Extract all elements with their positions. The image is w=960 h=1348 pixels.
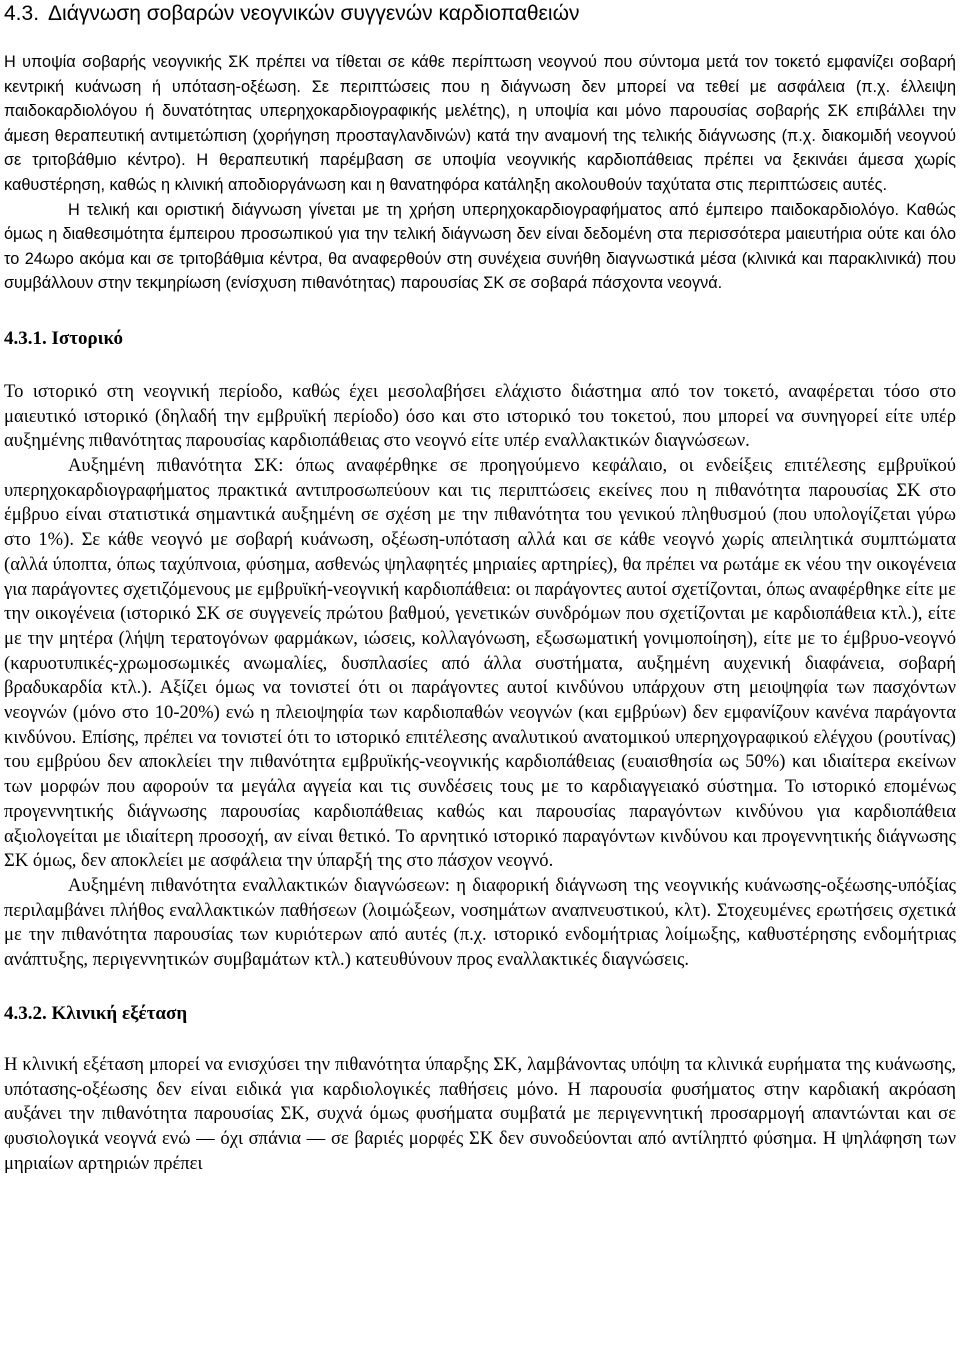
intro-section — [4, 50, 956, 296]
exam-section — [4, 1053, 956, 1177]
intro-paragraph: Η τελική και οριστική διάγνωση γίνεται με τη χρήση υπερηχοκαρδιογραφήματος από έμπειρο παιδοκαρδιολόγο. Καθώς όμως η διαθεσιμότητα έμπειρου προσωπικού για την τελική διάγνωση δεν είναι δεδομένη στα περισσότερα μαιευτήρια ούτε και όλο το 24ωρο ακόμα και σε τριτοβάθμια κέντρα, θα αναφερθούν στη συνέχεια συνήθη διαγνωστικά μέσα (κλινικά και παρακλινικά) που συμβάλλουν στην τεκμηρίωση (ενίσχυση πιθανότητας) παρουσίας ΣΚ σε σοβαρά πάσχοντα νεογνά. — [4, 200, 956, 293]
intro-paragraph: Η υποψία σοβαρής νεογνικής ΣΚ πρέπει να τίθεται σε κάθε περίπτωση νεογνού που σύντομα μετά τον τοκετό εμφανίζει σοβαρή κεντρική κυάνωση ή υπόταση-οξέωση. Σε περιπτώσεις που η διάγνωση δεν μπορεί να τεθεί με ασφάλεια (π.χ. έλλειψη παιδοκαρδιολόγου ή δυνατότητας υπερηχοκαρδιογραφικής μελέτης), η υποψία και μόνο παρουσίας σοβαρής ΣΚ επιβάλλει την άμεση θεραπευτική αντιμετώπιση (χορήγηση προσταγλανδινών) κατά την αναμονή της τελικής διάγνωσης (π.χ. διακομιδή νεογνού σε τριτοβάθμιο κέντρο). Η θεραπευτική παρέμβαση σε υποψία νεογνικής καρδιοπάθειας πρέπει να ξεκινάει άμεσα χωρίς καθυστέρηση, καθώς η κλινική αποδιοργάνωση και η θανατηφόρα κατάληξη ακολουθούν ταχύτατα στις περιπτώσεις αυτές. — [4, 53, 956, 194]
subsection-heading-exam: 4.3.2. Κλινική εξέταση — [4, 1002, 188, 1024]
history-paragraph: Αυξημένη πιθανότητα εναλλακτικών διαγνώσεων: η διαφορική διάγνωση της νεογνικής κυάνωσης-οξέωσης-υπόξίας περιλαμβάνει πλήθος εναλλακτικών παθήσεων (λοιμώξεων, νοσημάτων αναπνευστικού, κλτ). Στοχευμένες ερωτήσεις σχετικά με την πιθανότητα παρουσίας των κυριότερων από αυτές (π.χ. ιστορικό ενδομήτριας λοίμωξης, καθυστέρησης ενδομήτριας ανάπτυξης, περιγεννητικών συμβαμάτων κτλ.) κατευθύνουν προς εναλλακτικές διαγνώσεις. — [4, 875, 956, 971]
section-heading — [4, 0, 956, 28]
exam-paragraph: Η κλινική εξέταση μπορεί να ενισχύσει την πιθανότητα ύπαρξης ΣΚ, λαμβάνοντας υπόψη τα κλινικά ευρήματα της κυάνωσης, υπότασης-οξέωσης δεν είναι ειδικά για καρδιολογικές παθήσεις μόνο. Η παρουσία φυσήματος στην καρδιακή ακρόαση αυξάνει την πιθανότητα παρουσίας ΣΚ, συχνά όμως φυσήματα συμβατά με περιγεννητική προσαρμογή απαντώνται και σε φυσιολογικά νεογνά ενώ — όχι σπάνια — σε βαριές μορφές ΣΚ δεν συνοδεύονται από αντίληπτό φύσημα. Η ψηλάφηση των μηριαίων αρτηριών πρέπει — [4, 1053, 956, 1174]
history-paragraph: Το ιστορικό στη νεογνική περίοδο, καθώς έχει μεσολαβήσει ελάχιστο διάστημα από τον τοκετό, αναφέρεται τόσο στο μαιευτικό ιστορικό (δηλαδή την εμβρυϊκή περίοδο) όσο και στο ιστορικό του τοκετού, που μπορεί να συνηγορεί είτε υπέρ αυξημένης πιθανότητας παρουσίας καρδιοπάθειας στο νεογνό είτε υπέρ εναλλακτικών διαγνώσεων. — [4, 380, 956, 452]
subsection-heading-history: 4.3.1. Ιστορικό — [4, 327, 124, 349]
section-title: Διάγνωση σοβαρών νεογνικών συγγενών καρδιοπαθειών — [48, 2, 580, 25]
history-section — [4, 380, 956, 973]
section-number: 4.3. — [4, 2, 40, 25]
history-paragraph: Αυξημένη πιθανότητα ΣΚ: όπως αναφέρθηκε σε προηγούμενο κεφάλαιο, οι ενδείξεις επιτέλεσης εμβρυϊκού υπερηχοκαρδιογραφήματος πρακτικά αντιπροσωπεύουν και τις περιπτώσεις εκείνες που η πιθανότητα παρουσίας ΣΚ στο έμβρυο είναι στατιστικά σημαντικά αυξημένη σε σχέση με την πιθανότητα του γενικού πληθυσμού (που υπολογίζεται γύρω στο 1%). Σε κάθε νεογνό με σοβαρή κυάνωση, οξέωση-υπόταση αλλά και σε κάθε νεογνό χωρίς απειλητικά συμπτώματα (αλλά ύποπτα, όπως ταχύπνοια, φύσημα, ασθενώς ψηλαφητές μηριαίες αρτηρίες), θα πρέπει να ρωτάμε εκ νέου την οικογένεια για παράγοντες σχετιζόμενους με εμβρυϊκή-νεογνική καρδιοπάθεια: οι παράγοντες αυτοί σχετίζονται, όπως αναφέρθηκε είτε με την οικογένεια (ιστορικό ΣΚ σε συγγενείς πρώτου βαθμού, γενετικών συνδρόμων που σχετίζονται με καρδιοπάθεια κτλ.), είτε με την μητέρα (λήψη τερατογόνων φαρμάκων, ιώσεις, κολλαγόνωση, εξωσωματική γονιμοποίηση), είτε με το έμβρυο-νεογνό (καρυοτυπικές-χρωμοσωμικές ανωμαλίες, δυσπλασίες από άλλα συστήματα, αυξημένη αυχενική διαφάνεια, σοβαρή βραδυκαρδία κτλ.). Αξίζει όμως να τονιστεί ότι οι παράγοντες αυτοί κινδύνου υπάρχουν στη μειοψηφία των πασχόντων νεογνών (μόνο στο 10-20%) ενώ η πλειοψηφία των καρδιοπαθών νεογνών (και εμβρύων) δεν εμφανίζουν κανένα παράγοντα κινδύνου. Επίσης, πρέπει να τονιστεί ότι το ιστορικό επιτέλεσης αναλυτικού ανατομικού υπερηχογραφικού ελέγχου (ρουτίνας) του εμβρύου δεν αποκλείει την πιθανότητα εμβρυϊκής-νεογνικής καρδιοπάθειας (ευαισθησία ως 50%) και ιδιαίτερα εκείνων των μορφών που αφορούν τα μεγάλα αγγεία και τις συνδέσεις τους με το καρδιαγγειακό σύστημα. Το ιστορικό επομένως προγεννητικής διάγνωσης παρουσίας καρδιοπάθειας καθώς και παρουσίας παραγόντων κινδύνου για καρδιοπάθεια αξιολογείται με ιδιαίτερη προσοχή, αν είναι θετικό. Το αρνητικό ιστορικό παραγόντων κινδύνου και προγεννητικής διάγνωσης ΣΚ όμως, δεν αποκλείει με ασφάλεια την ύπαρξή της στο πάσχον νεογνό. — [4, 455, 956, 872]
